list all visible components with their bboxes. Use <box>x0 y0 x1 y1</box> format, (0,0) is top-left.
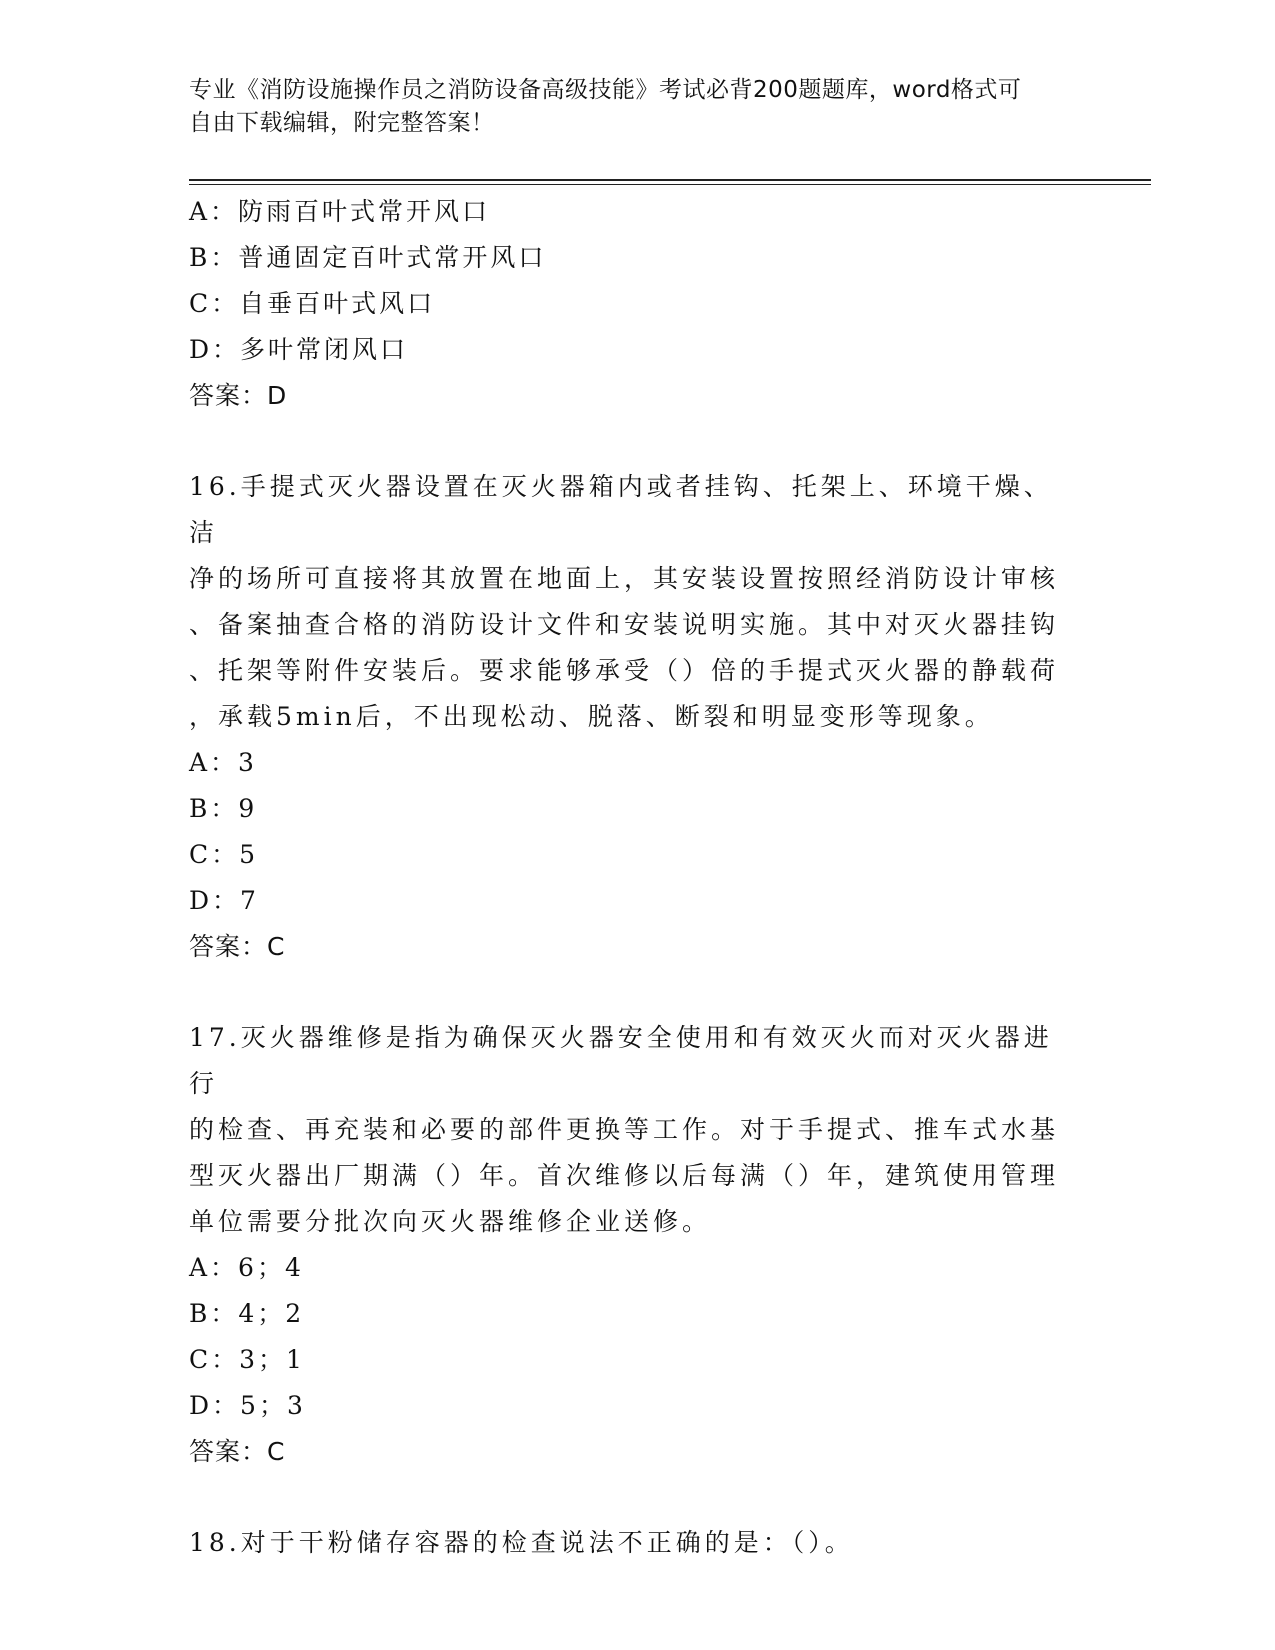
header-divider-thick <box>189 179 1151 181</box>
question-stem <box>189 1015 1079 1245</box>
question-15-tail <box>189 189 1089 419</box>
option-a: A：3 <box>189 748 257 777</box>
option-c: C：5 <box>189 840 259 869</box>
stem-line: 、托架等附件安装后。要求能够承受（）倍的手提式灭火器的静载荷 <box>189 656 1060 685</box>
stem-line: 的检查、再充装和必要的部件更换等工作。对于手提式、推车式水基 <box>189 1115 1060 1144</box>
stem-line: 16.手提式灭火器设置在灭火器箱内或者挂钩、托架上、环境干燥、洁 <box>189 472 1053 547</box>
header-line-1: 专业《消防设施操作员之消防设备高级技能》考试必背200题题库，word格式可 <box>189 77 1022 103</box>
stem-line: 单位需要分批次向灭火器维修企业送修。 <box>189 1207 712 1236</box>
option-b: B：9 <box>189 794 258 823</box>
question-list <box>189 189 1089 1566</box>
question-16 <box>189 464 1089 970</box>
stem-line: 、备案抽查合格的消防设计文件和安装说明实施。其中对灭火器挂钩 <box>189 610 1060 639</box>
stem-line: 净的场所可直接将其放置在地面上，其安装设置按照经消防设计审核 <box>189 564 1060 593</box>
answer-line: 答案：C <box>189 1437 286 1466</box>
header-divider-thin <box>189 184 1151 185</box>
option-d: D：7 <box>189 886 259 915</box>
header-line-2: 自由下载编辑，附完整答案！ <box>189 110 495 136</box>
stem-line: ，承载5min后，不出现松动、脱落、断裂和明显变形等现象。 <box>189 702 994 731</box>
question-18 <box>189 1520 1089 1566</box>
option-b: B：普通固定百叶式常开风口 <box>189 243 547 272</box>
option-a: A：6；4 <box>189 1253 304 1282</box>
answer-line: 答案：D <box>189 381 288 410</box>
answer-line: 答案：C <box>189 932 286 961</box>
question-17 <box>189 1015 1089 1475</box>
document-header <box>189 74 1069 140</box>
stem-line: 型灭火器出厂期满（）年。首次维修以后每满（）年，建筑使用管理 <box>189 1161 1060 1190</box>
option-a: A：防雨百叶式常开风口 <box>189 197 491 226</box>
option-c: C：自垂百叶式风口 <box>189 289 436 318</box>
option-c: C：3；1 <box>189 1345 305 1374</box>
option-d: D：多叶常闭风口 <box>189 335 409 364</box>
option-d: D：5；3 <box>189 1391 306 1420</box>
question-stem <box>189 1520 1079 1566</box>
stem-line: 18.对于干粉储存容器的检查说法不正确的是：（）。 <box>189 1528 854 1557</box>
option-b: B：4；2 <box>189 1299 305 1328</box>
stem-line: 17.灭火器维修是指为确保灭火器安全使用和有效灭火而对灭火器进行 <box>189 1023 1053 1098</box>
question-stem <box>189 464 1079 740</box>
